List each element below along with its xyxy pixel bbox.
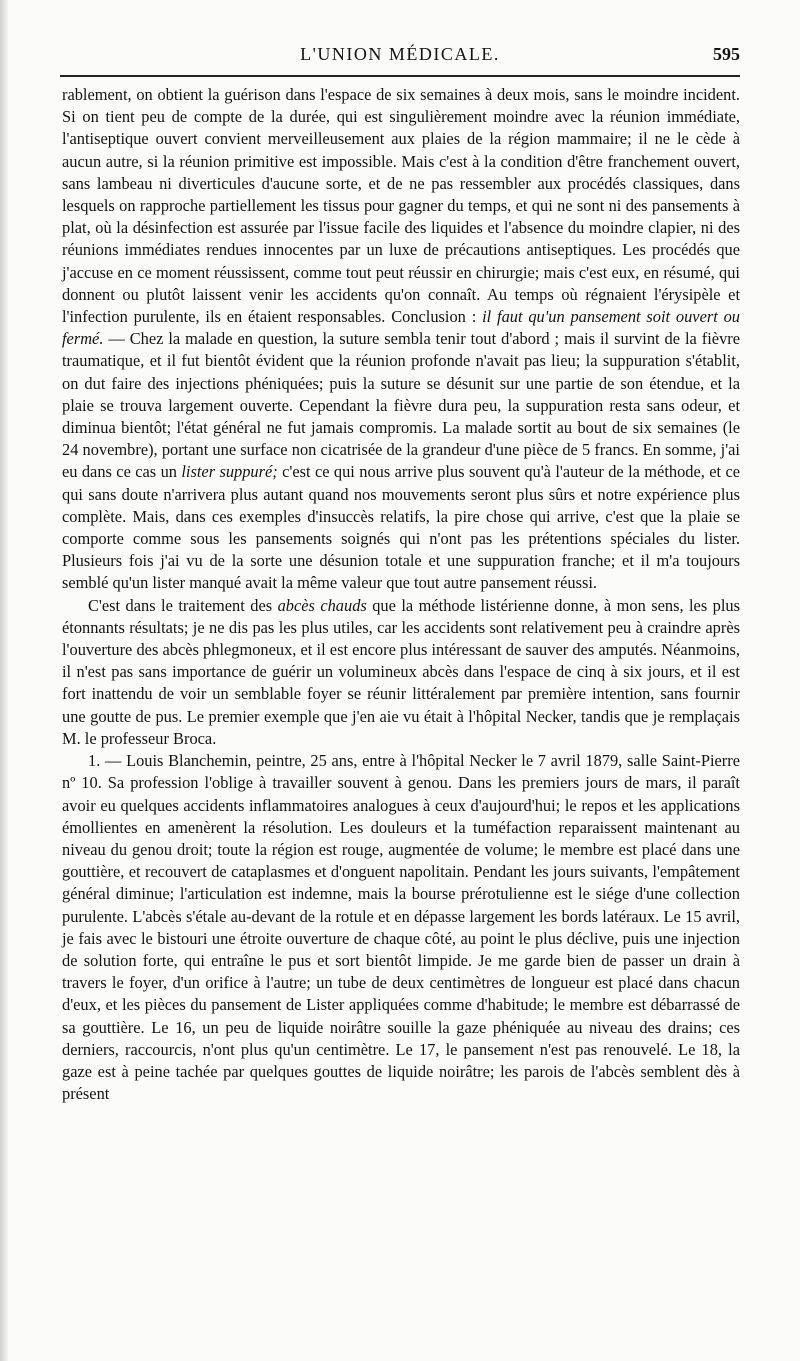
page-number: 595 [713,44,740,64]
paragraph-2-text-b: que la méthode listérienne donne, à mon sens, les plus étonnants résultats; je ne dis pas les plus utiles, car les accidents sont relativement peu à craindre après l'ouverture des abcès phlegmoneux, et il est encore plus intéressant de sauver des amputés. Néanmoins, il n'est pas sans importance de guérir un volumineux abcès dans l'espace de cinq à six jours, et il est fort inattendu de voir un semblable foyer se réunir littéralement par première intention, sans fournir une goutte de pus. Le premier exemple que j'en aie vu était à l'hôpital Necker, tandis que je remplaçais M. le professeur Broca. [62,595,740,748]
paragraph-2-text-a: C'est dans le traitement des [88,595,278,615]
paragraph-1-emphasis-1: il faut qu'un pansement soit ouvert ou fermé. [62,307,740,349]
paragraph-1-text-b: — Chez la malade en question, la suture sembla tenir tout d'abord ; mais il survint de la fièvre traumatique, et il fut bientôt évident que la réunion profonde n'avait pas lieu; la suppuration s'établit, on dut faire des injections phéniquées; puis la suture se désunit sur une partie de son étendue, et la plaie se trouva largement ouverte. Cependant la fièvre dura peu, la suppuration resta sans odeur, et diminua bientôt; l'état général ne fut jamais compromis. La malade sortit au bout de six semaines (le 24 novembre), portant une surface non cicatrisée de la grandeur d'une pièce de 5 francs. En somme, j'ai eu dans ce cas un [62,329,740,482]
header-rule [60,75,740,77]
paragraph-1-text-c: c'est ce qui nous arrive plus souvent qu'à l'auteur de la méthode, et ce qui sans doute n'arrivera plus autant quand nos mouvements seront plus sûrs et notre expérience plus complète. Mais, dans ces exemples d'insuccès relatifs, la pire chose qui arrive, c'est que la plaie se comporte comme sous les pansements soignés qui n'ont pas les prétentions spéciales du lister. Plusieurs fois j'ai vu de la sorte une désunion totale et une suppuration franche; et il m'a toujours semblé qu'un lister manqué avait la même valeur que tout autre pansement réussi. [62,462,740,593]
paragraph-2 [62,595,740,750]
paragraph-3 [62,750,740,1105]
paragraph-1 [62,84,740,595]
paragraph-1-emphasis-2: lister suppuré; [181,462,278,482]
paragraph-3-text-a: 1. — Louis Blanchemin, peintre, 25 ans, entre à l'hôpital Necker le 7 avril 1879, salle Saint-Pierre nº 10. Sa profession l'oblige à travailler souvent à genou. Dans les premiers jours de mars, il paraît avoir eu quelques accidents inflammatoires analogues à ceux d'aujourd'hui; le repos et les applications émollientes en amenèrent la résolution. Les douleurs et la tuméfaction reparaissent maintenant au niveau du genou droit; toute la région est rouge, augmentée de volume; le membre est placé dans une gouttière, et recouvert de cataplasmes et d'onguent napolitain. Pendant les jours suivants, l'empâtement général diminue; l'articulation est indemne, mais la bourse prérotulienne est le siége d'une collection purulente. L'abcès s'étale au-devant de la rotule et en dépasse largement les bords latéraux. Le 15 avril, je fais avec le bistouri une étroite ouverture de chaque côté, au point le plus déclive, puis une injection de solution forte, qui entraîne le pus et sort bientôt limpide. Je me garde bien de passer un drain à travers le foyer, d'un orifice à l'autre; un tube de deux centimètres de longueur est placé dans chacun d'eux, et les pièces du pansement de Lister appliquées comme d'habitude; le membre est débarrassé de sa gouttière. Le 16, un peu de liquide noirâtre souille la gaze phéniquée au niveau des drains; ces derniers, raccourcis, n'ont plus qu'un centimètre. Le 17, le pansement n'est pas renouvelé. Le 18, la gaze est à peine tachée par quelques gouttes de liquide noirâtre; les parois de l'abcès semblent dès à présent [62,751,740,1104]
paragraph-1-text-a: rablement, on obtient la guérison dans l'espace de six semaines à deux mois, sans le moindre incident. Si on tient peu de compte de la durée, qui est singulièrement moindre avec la réunion immédiate, l'antiseptique ouvert convient merveilleusement aux plaies de la région mammaire; il ne le cède à aucun autre, si la réunion primitive est impossible. Mais c'est à la condition d'être franchement ouvert, sans lambeau ni diverticules d'aucune sorte, et de ne pas ressembler aux procédés classiques, dans lesquels on rapproche partiellement les tissus pour gagner du temps, et qui ne sont ni des pansements à plat, où la désinfection est assurée par l'issue facile des liquides et l'absence du moindre clapier, ni des réunions immédiates rendues innocentes par un luxe de précautions antiseptiques. Les procédés que j'accuse en ce moment réussissent, comme tout peut réussir en chirurgie; mais c'est eux, en résumé, qui donnent ou plutôt laissent venir les accidents qu'on connaît. Au temps où régnaient l'érysipèle et l'infection purulente, ils en étaient responsables. Conclusion : [62,85,740,327]
paragraph-2-emphasis-1: abcès chauds [277,595,367,615]
running-title: L'UNION MÉDICALE. [300,44,500,64]
scan-edge-shadow [0,0,8,1361]
page-header [60,44,740,70]
body-text [62,84,740,1105]
